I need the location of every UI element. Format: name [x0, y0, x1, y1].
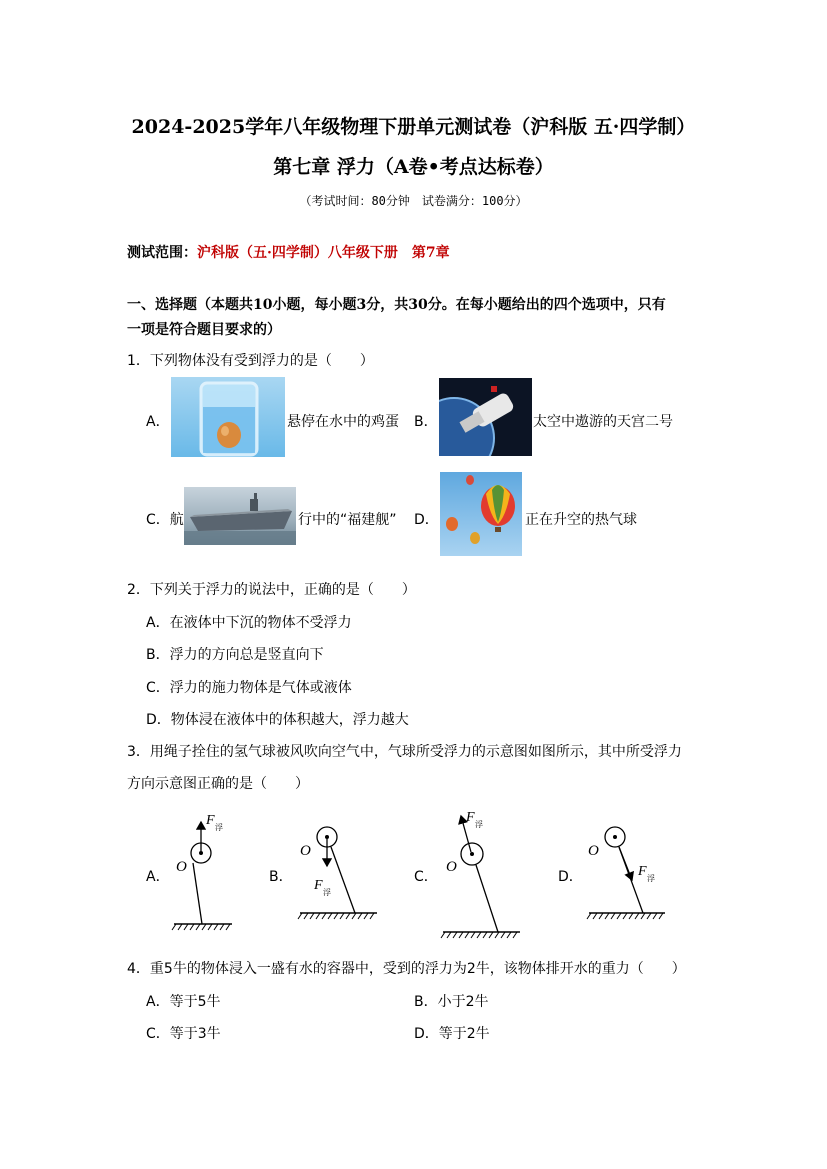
egg-in-water-image — [171, 377, 285, 457]
diagram-a-force-label: F — [206, 813, 215, 828]
q3-stem-line1: 3．用绳子拴住的氢气球被风吹向空气中，气球所受浮力的示意图如图所示，其中所受浮力 — [127, 744, 682, 760]
q3-force-diagrams — [0, 800, 827, 945]
test-scope — [127, 242, 450, 262]
q4-option-b: B．小于2牛 — [414, 994, 489, 1010]
diagram-d — [587, 827, 665, 919]
q1-option-c-label: C．航 — [146, 512, 184, 528]
hot-air-balloon-image — [440, 472, 522, 556]
diagram-d-point-label: O — [588, 843, 599, 859]
exam-title: 2024-2025学年八年级物理下册单元测试卷（沪科版 五·四学制） — [131, 116, 696, 138]
diagram-b-force-label: F — [314, 878, 323, 893]
q4-stem: 4．重5牛的物体浸入一盛有水的容器中，受到的浮力为2牛，该物体排开水的重力（ ） — [127, 961, 686, 977]
diagram-c-force-label: F — [466, 810, 475, 825]
q3-option-d-label: D． — [558, 869, 583, 885]
q2-option-c: C．浮力的施力物体是气体或液体 — [146, 680, 352, 696]
q2-option-a: A．在液体中下沉的物体不受浮力 — [146, 615, 352, 631]
chapter-title: 第七章 浮力（A卷•考点达标卷） — [273, 156, 554, 178]
q3-option-b-label: B． — [269, 869, 293, 885]
scope-value: 沪科版（五·四学制）八年级下册 第7章 — [197, 245, 450, 261]
diagram-c-force-sub: 浮 — [475, 820, 483, 829]
diagram-a-point-label: O — [176, 859, 187, 875]
q1-option-d-text: 正在升空的热气球 — [525, 512, 637, 528]
section-heading-line1: 一、选择题（本题共10小题，每小题3分，共30分。在每小题给出的四个选项中，只有 — [127, 297, 666, 313]
q1-option-a-text: 悬停在水中的鸡蛋 — [287, 414, 399, 430]
q2-stem: 2．下列关于浮力的说法中，正确的是（ ） — [127, 582, 416, 598]
diagram-c-point-label: O — [446, 859, 457, 875]
aircraft-carrier-image — [184, 487, 296, 545]
section-heading-line2: 一项是符合题目要求的） — [127, 322, 281, 338]
diagram-b-point-label: O — [300, 843, 311, 859]
exam-info: （考试时间：80分钟 试卷满分：100分） — [299, 194, 528, 208]
q4-option-c: C．等于3牛 — [146, 1026, 221, 1042]
q2-option-d: D．物体浸在液体中的体积越大，浮力越大 — [146, 712, 409, 728]
diagram-b-force-sub: 浮 — [323, 888, 331, 897]
q3-option-c-label: C． — [414, 869, 438, 885]
q1-option-b-label: B． — [414, 414, 438, 430]
q4-option-d: D．等于2牛 — [414, 1026, 490, 1042]
diagram-d-force-sub: 浮 — [647, 874, 655, 883]
q1-option-d-label: D． — [414, 512, 439, 528]
diagram-d-force-label: F — [638, 864, 647, 879]
q1-stem: 1．下列物体没有受到浮力的是（ ） — [127, 353, 374, 369]
q3-option-a-label: A． — [146, 869, 170, 885]
q1-option-a-label: A． — [146, 414, 170, 430]
q4-option-a: A．等于5牛 — [146, 994, 221, 1010]
scope-label: 测试范围： — [127, 245, 197, 261]
diagram-a-force-sub: 浮 — [215, 823, 223, 832]
q2-option-b: B．浮力的方向总是竖直向下 — [146, 647, 324, 663]
diagram-b — [298, 827, 377, 919]
space-station-image — [439, 378, 532, 456]
diagram-c — [441, 810, 520, 938]
q1-option-c-text: 行中的“福建舰” — [298, 512, 397, 528]
q3-stem-line2: 方向示意图正确的是（ ） — [127, 776, 309, 792]
diagram-a — [172, 813, 232, 930]
q1-option-b-text: 太空中遨游的天宫二号 — [533, 414, 673, 430]
